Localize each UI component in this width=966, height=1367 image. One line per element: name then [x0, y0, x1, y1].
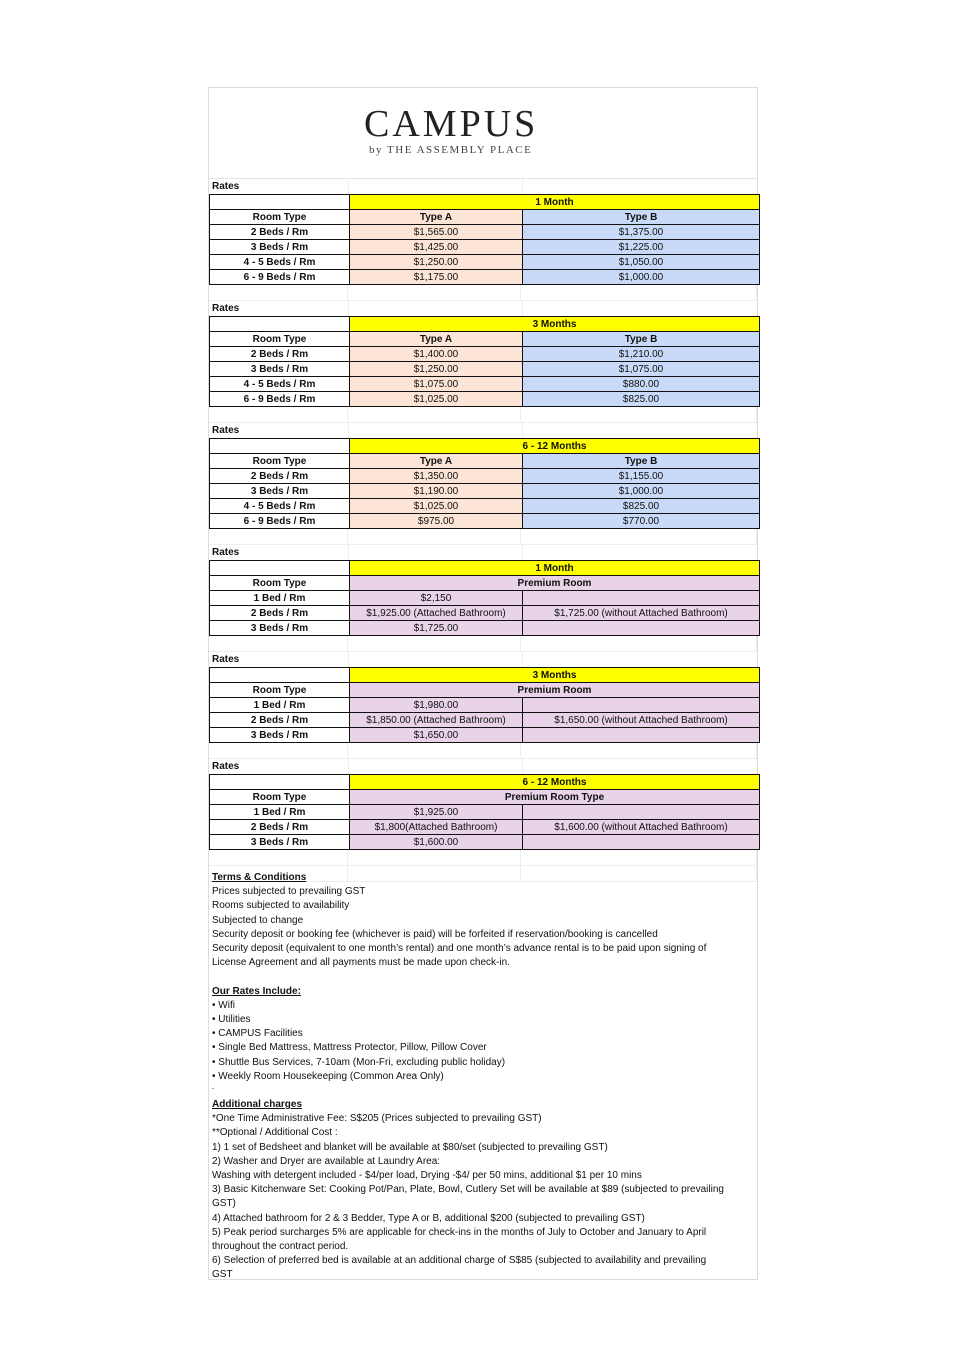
period-row — [210, 668, 760, 683]
terms-line: License Agreement and all payments must be made upon check-in. — [212, 957, 510, 969]
rates-label: Rates — [209, 179, 349, 194]
separator-line: - — [212, 1086, 214, 1093]
includes-item: • Wifi — [212, 999, 235, 1011]
room-type-cell: 3 Beds / Rm — [210, 362, 350, 377]
terms-line: Rooms subjected to availability — [212, 900, 350, 912]
room-type-cell: 4 - 5 Beds / Rm — [210, 255, 350, 270]
premium-price-cell: $1,800(Attached Bathroom) — [350, 820, 523, 835]
includes-item: • Single Bed Mattress, Mattress Protector, Pillow, Pillow Cover — [212, 1042, 487, 1054]
premium-price-cell — [523, 698, 760, 713]
period-row — [210, 439, 760, 454]
terms-line: Security deposit or booking fee (whichever is paid) will be forfeited if reservation/booking is cancelled — [212, 928, 658, 940]
rates-label: Rates — [209, 545, 349, 560]
type-a-price: $1,025.00 — [350, 499, 523, 514]
room-type-cell: 6 - 9 Beds / Rm — [210, 270, 350, 285]
blank-row — [209, 636, 757, 652]
type-a-price: $1,175.00 — [350, 270, 523, 285]
type-b-price: $1,075.00 — [523, 362, 760, 377]
standard-rate-table — [209, 438, 760, 529]
grid-cell — [348, 407, 520, 422]
room-type-cell: 1 Bed / Rm — [210, 591, 350, 606]
terms-line: Subjected to change — [212, 914, 304, 926]
blank-row — [209, 850, 757, 866]
rates-label-row — [209, 423, 757, 438]
table-row — [210, 499, 760, 514]
grid-cell — [348, 850, 520, 865]
type-b-price: $1,000.00 — [523, 484, 760, 499]
additional-line: 5) Peak period surcharges 5% are applicable for check-ins in the months of July to October and January to April — [212, 1226, 707, 1238]
room-type-cell: 3 Beds / Rm — [210, 728, 350, 743]
premium-rate-table — [209, 560, 760, 636]
type-b-price: $770.00 — [523, 514, 760, 529]
room-type-header: Room Type — [210, 683, 350, 698]
grid-cell — [349, 423, 523, 438]
table-row — [210, 835, 760, 850]
premium-price-cell: $1,725.00 — [350, 621, 523, 636]
room-type-cell: 4 - 5 Beds / Rm — [210, 377, 350, 392]
premium-price-cell: $1,925.00 — [350, 805, 523, 820]
table-row — [210, 484, 760, 499]
table-row — [210, 591, 760, 606]
room-type-cell: 6 - 9 Beds / Rm — [210, 514, 350, 529]
room-type-cell: 3 Beds / Rm — [210, 835, 350, 850]
blank-cell — [210, 668, 350, 683]
grid-cell — [521, 529, 757, 544]
premium-room-header: Premium Room — [350, 683, 760, 698]
premium-price-cell: $1,600.00 — [350, 835, 523, 850]
room-type-cell: 2 Beds / Rm — [210, 606, 350, 621]
header-row — [210, 790, 760, 805]
premium-rate-table — [209, 774, 760, 850]
room-type-header: Room Type — [210, 210, 350, 225]
header-row — [210, 683, 760, 698]
rates-label-row — [209, 759, 757, 774]
table-row — [210, 225, 760, 240]
room-type-cell: 1 Bed / Rm — [210, 805, 350, 820]
table-row — [210, 255, 760, 270]
blank-cell — [210, 439, 350, 454]
header-row — [210, 454, 760, 469]
type-b-price: $825.00 — [523, 392, 760, 407]
includes-item: • Weekly Room Housekeeping (Common Area Only) — [212, 1070, 444, 1082]
table-row — [210, 805, 760, 820]
room-type-header: Room Type — [210, 332, 350, 347]
room-type-cell: 6 - 9 Beds / Rm — [210, 392, 350, 407]
room-type-cell: 3 Beds / Rm — [210, 240, 350, 255]
additional-line: 2) Washer and Dryer are available at Laundry Area: — [212, 1155, 441, 1167]
includes-item: • Utilities — [212, 1014, 251, 1026]
rates-label: Rates — [209, 759, 349, 774]
table-row — [210, 698, 760, 713]
type-b-header: Type B — [523, 332, 760, 347]
additional-line: 4) Attached bathroom for 2 & 3 Bedder, Type A or B, additional $200 (subjected to prevailing GST) — [212, 1212, 645, 1224]
campus-logo — [209, 88, 757, 179]
type-b-price: $1,225.00 — [523, 240, 760, 255]
premium-room-header: Premium Room — [350, 576, 760, 591]
premium-price-cell — [523, 805, 760, 820]
room-type-header: Room Type — [210, 454, 350, 469]
logo-subtitle: by THE ASSEMBLY PLACE — [369, 144, 533, 156]
header-row — [210, 210, 760, 225]
grid-cell — [349, 545, 523, 560]
type-a-price: $1,425.00 — [350, 240, 523, 255]
logo-brand: CAMPUS — [364, 103, 539, 145]
room-type-cell: 2 Beds / Rm — [210, 469, 350, 484]
premium-rate-table — [209, 667, 760, 743]
blank-row — [209, 743, 757, 759]
type-a-price: $1,075.00 — [350, 377, 523, 392]
room-type-cell: 4 - 5 Beds / Rm — [210, 499, 350, 514]
includes-item: • Shuttle Bus Services, 7-10am (Mon-Fri, excluding public holiday) — [212, 1056, 506, 1068]
blank-cell — [210, 561, 350, 576]
rates-label: Rates — [209, 652, 349, 667]
additional-line: 1) 1 set of Bedsheet and blanket will be available at $80/set (subjected to prevailing GST) — [212, 1141, 608, 1153]
table-row — [210, 606, 760, 621]
grid-cell — [349, 179, 523, 194]
period-header: 1 Month — [350, 561, 760, 576]
room-type-cell: 2 Beds / Rm — [210, 820, 350, 835]
standard-rate-table — [209, 316, 760, 407]
table-row — [210, 362, 760, 377]
type-b-price: $1,375.00 — [523, 225, 760, 240]
grid-cell — [349, 759, 523, 774]
premium-price-cell: $1,650.00 — [350, 728, 523, 743]
premium-price-cell — [523, 728, 760, 743]
grid-cell — [521, 636, 757, 651]
type-a-price: $1,025.00 — [350, 392, 523, 407]
table-row — [210, 728, 760, 743]
type-a-price: $1,250.00 — [350, 362, 523, 377]
premium-price-cell — [523, 621, 760, 636]
grid-cell — [349, 301, 523, 316]
room-type-cell: 2 Beds / Rm — [210, 713, 350, 728]
premium-price-cell: $1,925.00 (Attached Bathroom) — [350, 606, 523, 621]
period-header: 3 Months — [350, 317, 760, 332]
type-b-price: $1,050.00 — [523, 255, 760, 270]
period-header: 3 Months — [350, 668, 760, 683]
room-type-header: Room Type — [210, 576, 350, 591]
additional-line: *One Time Administrative Fee: S$205 (Prices subjected to prevailing GST) — [212, 1113, 542, 1125]
period-row — [210, 195, 760, 210]
premium-price-cell: $2,150 — [350, 591, 523, 606]
premium-price-cell: $1,980.00 — [350, 698, 523, 713]
grid-cell — [521, 743, 757, 758]
type-a-price: $1,565.00 — [350, 225, 523, 240]
terms-line: Security deposit (equivalent to one month’s rental) and one month’s advance rental is to be paid upon signing of — [212, 943, 707, 955]
grid-cell — [521, 285, 757, 300]
grid-cell — [348, 636, 520, 651]
additional-line: throughout the contract period. — [212, 1241, 349, 1253]
grid-cell — [348, 285, 520, 300]
type-a-header: Type A — [350, 332, 523, 347]
type-a-price: $1,400.00 — [350, 347, 523, 362]
rates-label-row — [209, 179, 757, 194]
additional-line: GST — [212, 1269, 233, 1281]
room-type-cell: 3 Beds / Rm — [210, 621, 350, 636]
table-row — [210, 621, 760, 636]
table-row — [210, 270, 760, 285]
table-row — [210, 347, 760, 362]
grid-cell — [209, 636, 348, 651]
additional-line: GST) — [212, 1198, 236, 1210]
type-a-price: $1,250.00 — [350, 255, 523, 270]
type-a-price: $1,190.00 — [350, 484, 523, 499]
rates-label-row — [209, 652, 757, 667]
header-row — [210, 576, 760, 591]
blank-cell — [210, 317, 350, 332]
blank-row — [209, 285, 757, 301]
premium-price-cell: $1,650.00 (without Attached Bathroom) — [523, 713, 760, 728]
grid-cell — [348, 743, 520, 758]
grid-cell — [209, 743, 348, 758]
grid-cell — [349, 652, 523, 667]
rates-label-row — [209, 545, 757, 560]
period-row — [210, 561, 760, 576]
type-b-header: Type B — [523, 454, 760, 469]
additional-heading: Additional charges — [212, 1099, 303, 1111]
additional-line: 3) Basic Kitchenware Set: Cooking Pot/Pan, Plate, Bowl, Cutlery Set will be available at $89 (subjected to prevailing — [212, 1184, 724, 1196]
additional-line: **Optional / Additional Cost : — [212, 1127, 338, 1139]
includes-item: • CAMPUS Facilities — [212, 1028, 303, 1040]
table-row — [210, 820, 760, 835]
terms-section — [212, 871, 724, 1283]
grid-cell — [209, 529, 348, 544]
period-row — [210, 775, 760, 790]
type-b-price: $1,155.00 — [523, 469, 760, 484]
room-type-cell: 2 Beds / Rm — [210, 347, 350, 362]
additional-line: Washing with detergent included - $4/per load, Drying -$4/ per 50 mins, additional $1 per 10 mins — [212, 1170, 642, 1182]
grid-cell — [348, 529, 520, 544]
rate-tables — [209, 179, 757, 882]
table-row — [210, 514, 760, 529]
room-type-cell: 1 Bed / Rm — [210, 698, 350, 713]
rates-label-row — [209, 301, 757, 316]
table-row — [210, 240, 760, 255]
type-b-header: Type B — [523, 210, 760, 225]
period-row — [210, 317, 760, 332]
premium-price-cell: $1,850.00 (Attached Bathroom) — [350, 713, 523, 728]
type-b-price: $825.00 — [523, 499, 760, 514]
room-type-header: Room Type — [210, 790, 350, 805]
terms-line: Prices subjected to prevailing GST — [212, 886, 366, 898]
type-b-price: $1,210.00 — [523, 347, 760, 362]
type-a-header: Type A — [350, 454, 523, 469]
type-a-header: Type A — [350, 210, 523, 225]
type-a-price: $1,350.00 — [350, 469, 523, 484]
standard-rate-table — [209, 194, 760, 285]
grid-cell — [521, 850, 757, 865]
table-row — [210, 469, 760, 484]
grid-cell — [209, 285, 348, 300]
type-b-price: $1,000.00 — [523, 270, 760, 285]
period-header: 1 Month — [350, 195, 760, 210]
grid-cell — [209, 850, 348, 865]
rate-sheet — [208, 87, 758, 1280]
grid-cell — [521, 407, 757, 422]
table-row — [210, 377, 760, 392]
grid-cell — [209, 407, 348, 422]
blank-line — [212, 970, 724, 984]
premium-price-cell — [523, 591, 760, 606]
blank-cell — [210, 775, 350, 790]
rates-label: Rates — [209, 301, 349, 316]
blank-row — [209, 407, 757, 423]
type-a-price: $975.00 — [350, 514, 523, 529]
table-row — [210, 392, 760, 407]
premium-room-header: Premium Room Type — [350, 790, 760, 805]
room-type-cell: 3 Beds / Rm — [210, 484, 350, 499]
premium-price-cell: $1,600.00 (without Attached Bathroom) — [523, 820, 760, 835]
period-header: 6 - 12 Months — [350, 439, 760, 454]
includes-heading: Our Rates Include: — [212, 985, 301, 997]
room-type-cell: 2 Beds / Rm — [210, 225, 350, 240]
type-b-price: $880.00 — [523, 377, 760, 392]
additional-line: 6) Selection of preferred bed is available at an additional charge of S$85 (subjected to availability and prevailing — [212, 1255, 707, 1267]
premium-price-cell: $1,725.00 (without Attached Bathroom) — [523, 606, 760, 621]
period-header: 6 - 12 Months — [350, 775, 760, 790]
header-row — [210, 332, 760, 347]
blank-row — [209, 529, 757, 545]
blank-cell — [210, 195, 350, 210]
rates-label: Rates — [209, 423, 349, 438]
premium-price-cell — [523, 835, 760, 850]
terms-heading: Terms & Conditions — [212, 872, 307, 883]
table-row — [210, 713, 760, 728]
